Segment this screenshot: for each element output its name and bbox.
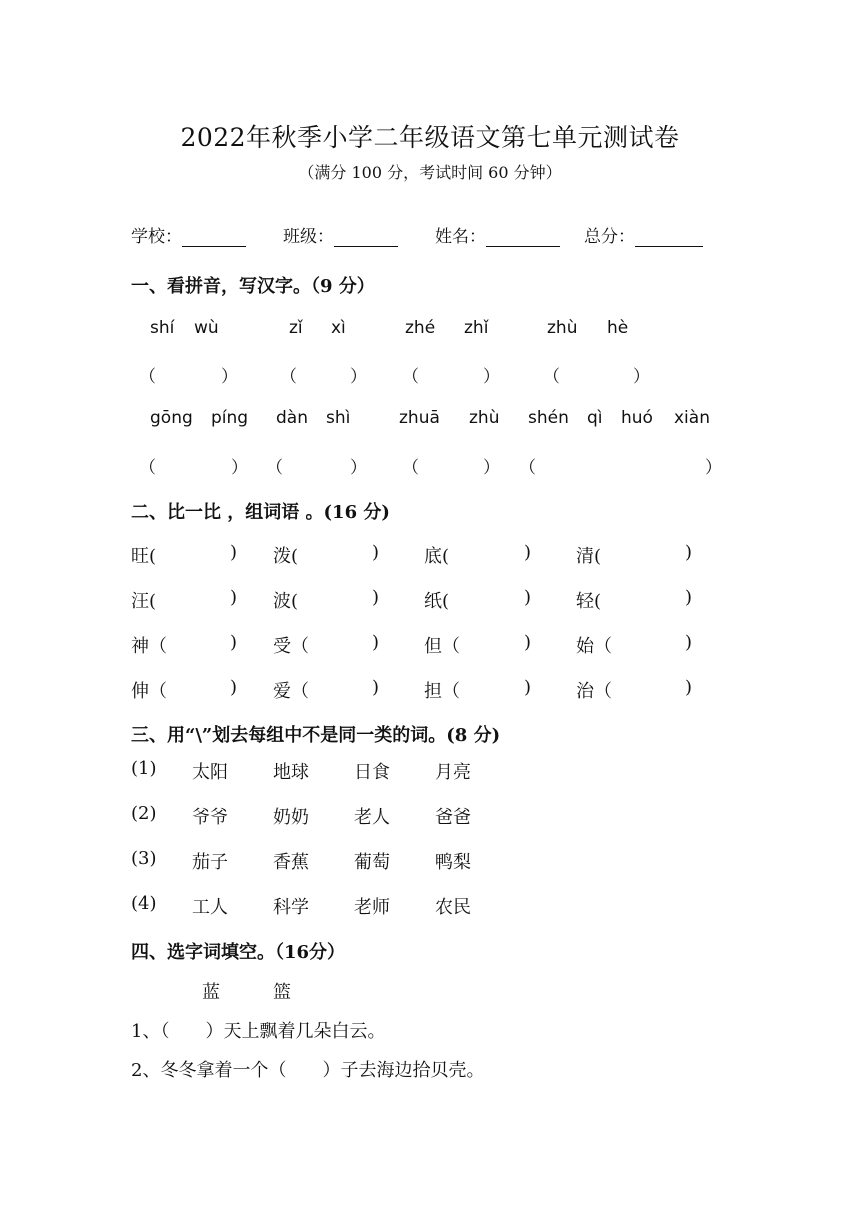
char-item: 清(: [576, 546, 602, 567]
pinyin: xì: [331, 318, 346, 338]
char-close: ): [230, 677, 238, 698]
name-field[interactable]: [435, 222, 560, 247]
pinyin: gōng: [150, 408, 193, 428]
char-close: ): [230, 587, 238, 608]
char-close: ): [230, 632, 238, 653]
char-item: 担（: [424, 681, 460, 702]
answer-open: （: [543, 367, 560, 387]
answer-open: （: [402, 367, 419, 387]
char-close: ): [372, 632, 380, 653]
section2-heading: 二、比一比 ，组词语 。(16 分): [131, 502, 390, 523]
pinyin: hè: [607, 318, 629, 338]
pinyin: píng: [211, 408, 249, 428]
section3-heading: 三、用“\”划去每组中不是同一类的词。(8 分): [131, 725, 501, 746]
pinyin: shì: [326, 408, 351, 428]
pinyin: zǐ: [289, 318, 303, 338]
word: 鸭梨: [435, 852, 471, 873]
name-blank[interactable]: [486, 228, 560, 247]
total-blank[interactable]: [635, 228, 703, 247]
pinyin: huó: [621, 408, 653, 428]
total-label: 总分：: [584, 227, 635, 247]
section4-heading: 四、选字词填空。（16分）: [131, 942, 346, 963]
char-item: 伸（: [131, 681, 167, 702]
word: 爷爷: [192, 807, 228, 828]
char-close: ): [685, 542, 693, 563]
word: 地球: [273, 762, 309, 783]
pinyin: dàn: [276, 408, 308, 428]
class-field[interactable]: [283, 222, 398, 247]
char-item: 爱（: [273, 681, 309, 702]
char-close: ): [372, 542, 380, 563]
char-item: 泼(: [273, 546, 299, 567]
answer-close: ）: [705, 458, 722, 478]
choice-word: 篮: [273, 982, 291, 1003]
group-number: (4): [131, 893, 157, 914]
pinyin: zhù: [547, 318, 578, 338]
char-item: 旺(: [131, 546, 157, 567]
answer-close: ）: [633, 367, 650, 387]
char-item: 纸(: [424, 591, 450, 612]
char-close: ): [685, 587, 693, 608]
char-close: ): [372, 587, 380, 608]
answer-close: ）: [350, 458, 367, 478]
char-close: ): [524, 632, 532, 653]
class-blank[interactable]: [334, 228, 398, 247]
word: 爸爸: [435, 807, 471, 828]
char-close: ): [524, 542, 532, 563]
pinyin: wù: [194, 318, 219, 338]
school-label: 学校：: [131, 227, 182, 247]
word: 日食: [354, 762, 390, 783]
pinyin: xiàn: [674, 408, 710, 428]
char-close: ): [524, 677, 532, 698]
char-close: ): [685, 632, 693, 653]
answer-open: （: [280, 367, 297, 387]
question-1: 1、（ ）天上飘着几朵白云。: [131, 1021, 386, 1042]
question-2: 2、冬冬拿着一个（ ）子去海边拾贝壳。: [131, 1060, 485, 1081]
pinyin: shén: [528, 408, 569, 428]
answer-open: （: [402, 458, 419, 478]
char-item: 但（: [424, 636, 460, 657]
page-subtitle: （满分 100 分，考试时间 60 分钟）: [298, 163, 562, 182]
char-item: 底(: [424, 546, 450, 567]
pinyin: qì: [587, 408, 603, 428]
char-item: 始（: [576, 636, 612, 657]
word: 老师: [354, 897, 390, 918]
answer-open: （: [139, 458, 156, 478]
pinyin: zhé: [405, 318, 436, 338]
choice-word: 蓝: [202, 982, 220, 1003]
char-close: ): [372, 677, 380, 698]
page-title: 2022年秋季小学二年级语文第七单元测试卷: [180, 123, 680, 152]
answer-close: ）: [221, 367, 238, 387]
char-close: ): [230, 542, 238, 563]
char-item: 汪(: [131, 591, 157, 612]
answer-open: （: [139, 367, 156, 387]
school-blank[interactable]: [182, 228, 246, 247]
answer-close: ）: [350, 367, 367, 387]
pinyin: zhǐ: [464, 318, 489, 338]
group-number: (2): [131, 803, 157, 824]
name-label: 姓名：: [435, 227, 486, 247]
group-number: (1): [131, 758, 157, 779]
char-item: 神（: [131, 636, 167, 657]
word: 奶奶: [273, 807, 309, 828]
answer-close: ）: [231, 458, 248, 478]
answer-open: （: [266, 458, 283, 478]
char-item: 治（: [576, 681, 612, 702]
word: 老人: [354, 807, 390, 828]
pinyin: zhù: [469, 408, 500, 428]
word: 茄子: [192, 852, 228, 873]
answer-close: ）: [483, 458, 500, 478]
char-close: ): [685, 677, 693, 698]
char-close: ): [524, 587, 532, 608]
word: 工人: [192, 897, 228, 918]
word: 科学: [273, 897, 309, 918]
group-number: (3): [131, 848, 157, 869]
section1-heading: 一、看拼音，写汉字。（9 分）: [131, 276, 375, 297]
answer-open: （: [519, 458, 536, 478]
word: 农民: [435, 897, 471, 918]
word: 葡萄: [354, 852, 390, 873]
char-item: 波(: [273, 591, 299, 612]
word: 月亮: [435, 762, 471, 783]
pinyin: shí: [150, 318, 175, 338]
class-label: 班级：: [283, 227, 334, 247]
pinyin: zhuā: [399, 408, 440, 428]
word: 太阳: [192, 762, 228, 783]
total-field[interactable]: [584, 222, 703, 247]
school-field[interactable]: [131, 222, 246, 247]
answer-close: ）: [483, 367, 500, 387]
word: 香蕉: [273, 852, 309, 873]
char-item: 受（: [273, 636, 309, 657]
char-item: 轻(: [576, 591, 602, 612]
